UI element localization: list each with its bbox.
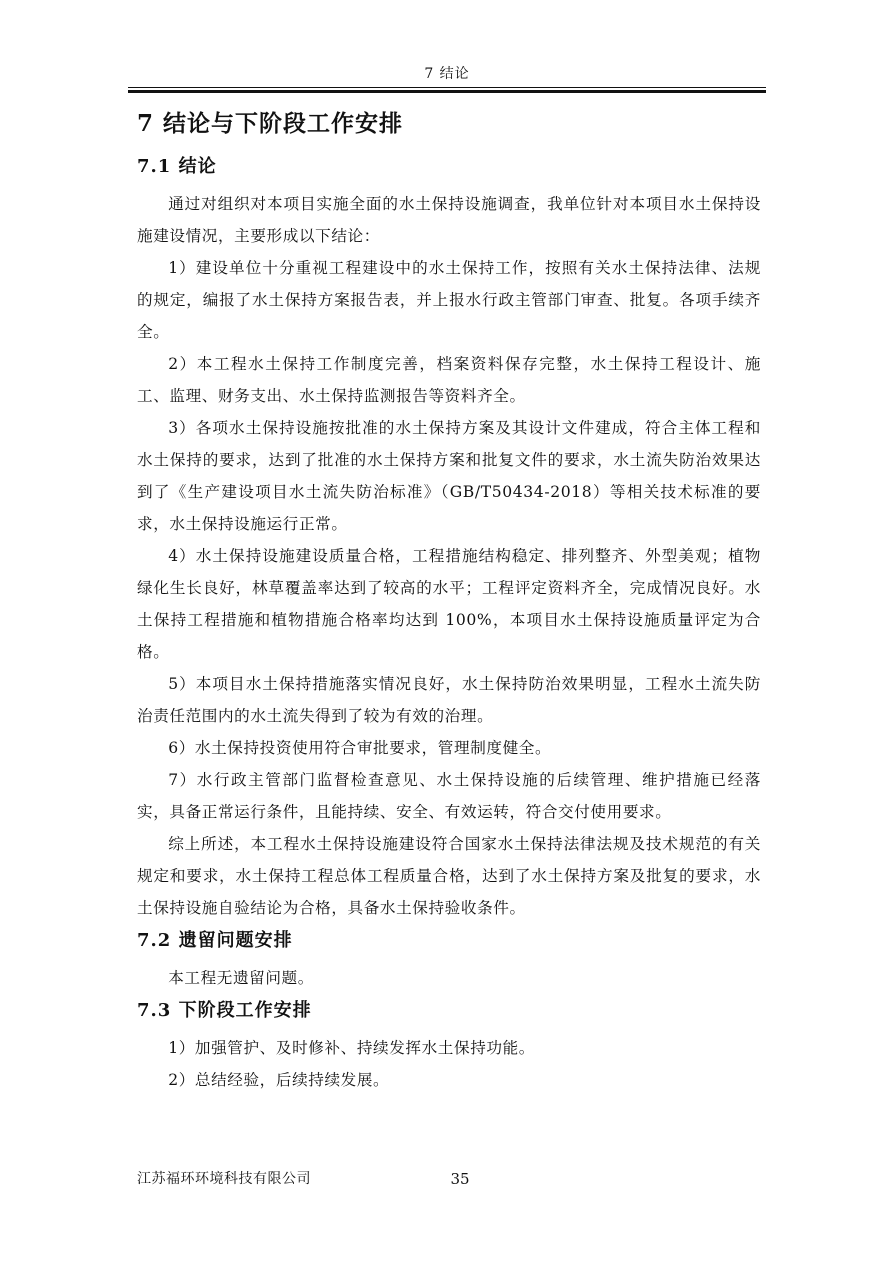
paragraph-next-item-1: 1）加强管护、及时修补、持续发挥水土保持功能。	[168, 1039, 535, 1057]
section-next-stage	[137, 998, 761, 1096]
paragraph-item-2: 2）本工程水土保持工作制度完善，档案资料保存完整，水土保持工程设计、施工、监理、财务支出、水土保持监测报告等资料齐全。	[137, 355, 761, 405]
section-title: 7.3 下阶段工作安排	[137, 1000, 312, 1021]
chapter-title: 7 结论与下阶段工作安排	[137, 110, 404, 137]
section-remaining-issues	[137, 928, 761, 994]
paragraph-item-5: 5）本项目水土保持措施落实情况良好，水土保持防治效果明显，工程水土流失防治责任范围内的水土流失得到了较为有效的治理。	[137, 675, 761, 725]
section-title: 7.1 结论	[137, 156, 217, 177]
header-rule-thick	[128, 90, 766, 93]
section-conclusion	[137, 154, 761, 924]
running-header: 7 结论	[424, 66, 470, 82]
paragraph-next-item-2: 2）总结经验，后续持续发展。	[168, 1071, 390, 1089]
footer-company: 江苏福环环境科技有限公司	[137, 1171, 311, 1187]
section-title: 7.2 遗留问题安排	[137, 930, 293, 951]
header-rule-thin	[128, 87, 766, 88]
paragraph-item-7: 7）水行政主管部门监督检查意见、水土保持设施的后续管理、维护措施已经落实，具备正常运行条件，且能持续、安全、有效运转，符合交付使用要求。	[137, 771, 761, 821]
paragraph-item-4: 4）水土保持设施建设质量合格，工程措施结构稳定、排列整齐、外型美观；植物绿化生长良好，林草覆盖率达到了较高的水平；工程评定资料齐全，完成情况良好。水土保持工程措施和植物措施合格率均达到 100%，本项目水土保持设施质量评定为合格。	[137, 547, 761, 661]
paragraph-remaining-issues: 本工程无遗留问题。	[168, 969, 314, 987]
page-number: 35	[450, 1170, 470, 1188]
paragraph-intro: 通过对组织对本项目实施全面的水土保持设施调查，我单位针对本项目水土保持设施建设情况，主要形成以下结论：	[137, 195, 761, 245]
document-body	[137, 108, 761, 1096]
paragraph-item-3: 3）各项水土保持设施按批准的水土保持方案及其设计文件建成，符合主体工程和水土保持的要求，达到了批准的水土保持方案和批复文件的要求，水土流失防治效果达到了《生产建设项目水土流失防治标准》（GB/T50434-2018）等相关技术标准的要求，水土保持设施运行正常。	[137, 419, 761, 533]
paragraph-summary: 综上所述，本工程水土保持设施建设符合国家水土保持法律法规及技术规范的有关规定和要求，水土保持工程总体工程质量合格，达到了水土保持方案及批复的要求，水土保持设施自验结论为合格，具备水土保持验收条件。	[137, 835, 761, 917]
paragraph-item-1: 1）建设单位十分重视工程建设中的水土保持工作，按照有关水土保持法律、法规的规定，编报了水土保持方案报告表，并上报水行政主管部门审查、批复。各项手续齐全。	[137, 259, 761, 341]
paragraph-item-6: 6）水土保持投资使用符合审批要求，管理制度健全。	[168, 739, 552, 757]
